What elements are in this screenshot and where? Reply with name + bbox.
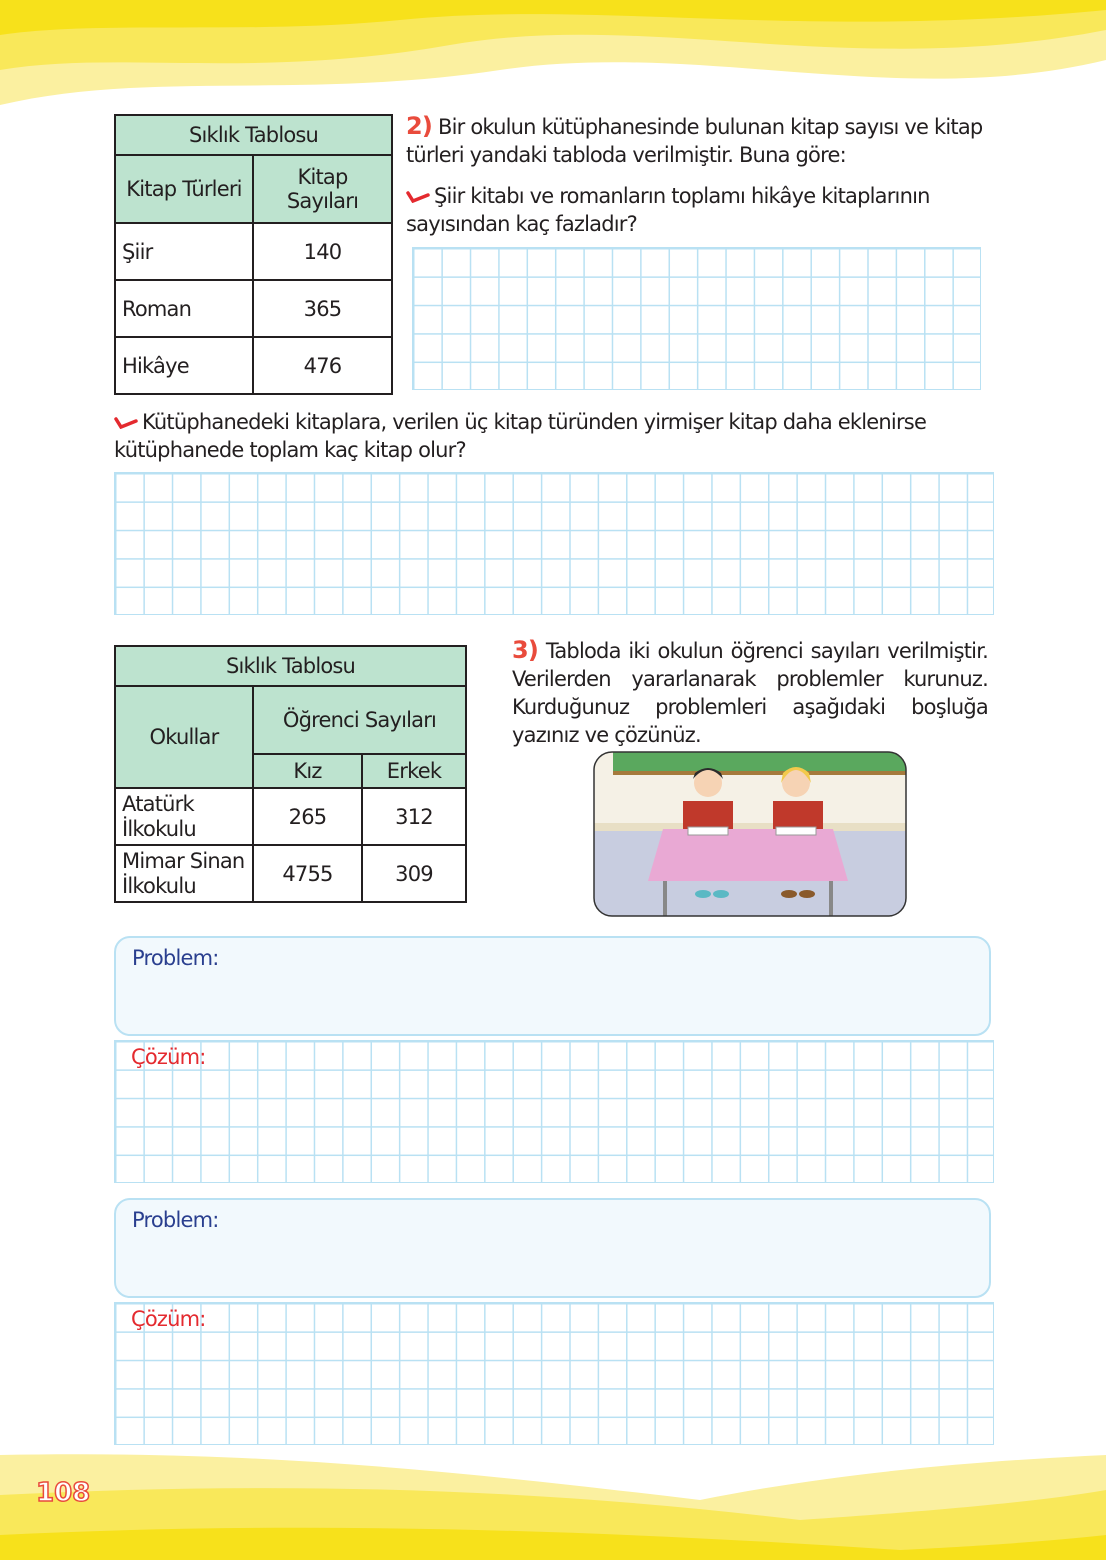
header-boy: Erkek <box>362 754 466 788</box>
cell-boy: 309 <box>362 845 466 902</box>
table-row <box>115 845 466 902</box>
header-book-counts: Kitap Sayıları <box>253 155 392 223</box>
classroom-illustration <box>593 751 907 917</box>
answer-grid-2b[interactable] <box>114 472 994 615</box>
checkmark-icon <box>406 189 430 203</box>
header-schools: Okullar <box>115 686 253 788</box>
cell-boy: 312 <box>362 788 466 845</box>
question-3-text <box>512 636 988 749</box>
answer-grid-2a[interactable] <box>412 247 981 390</box>
top-decorative-band <box>0 0 1106 110</box>
checkmark-icon <box>114 415 138 429</box>
problem-input-2[interactable] <box>114 1198 991 1298</box>
solution-label: Çözüm: <box>131 1045 206 1069</box>
cell-girl: 4755 <box>253 845 362 902</box>
question-2-prompt: Bir okulun kütüphanesinde bulunan kitap sayısı ve kitap türleri yandaki tabloda verilmiştir. Buna göre: <box>406 115 983 167</box>
header-book-types: Kitap Türleri <box>115 155 253 223</box>
table-row <box>115 788 466 845</box>
question-2a <box>406 182 994 238</box>
header-girl: Kız <box>253 754 362 788</box>
problem-label: Problem: <box>132 1208 219 1232</box>
solution-grid-1[interactable] <box>114 1040 994 1183</box>
cell-girl: 265 <box>253 788 362 845</box>
problem-input-1[interactable] <box>114 936 991 1036</box>
solution-grid-2[interactable] <box>114 1302 994 1445</box>
book-frequency-table <box>114 114 393 395</box>
page-number: 108 <box>36 1478 91 1508</box>
cell-type: Şiir <box>115 223 253 280</box>
table-row <box>115 337 392 394</box>
table-row <box>115 280 392 337</box>
question-number: 3) <box>512 636 539 664</box>
table-title: Sıklık Tablosu <box>115 646 466 686</box>
student-frequency-table <box>114 645 467 903</box>
cell-count: 365 <box>253 280 392 337</box>
cell-count: 476 <box>253 337 392 394</box>
question-3-prompt: Tabloda iki okulun öğrenci sayıları verilmiştir. Verilerden yararlanarak problemler kurunuz. Kurduğunuz problemleri aşağıdaki boşluğa yazınız ve çözünüz. <box>512 639 988 747</box>
table-title: Sıklık Tablosu <box>115 115 392 155</box>
header-student-counts: Öğrenci Sayıları <box>253 686 466 754</box>
cell-type: Roman <box>115 280 253 337</box>
cell-type: Hikâye <box>115 337 253 394</box>
question-2a-text: Şiir kitabı ve romanların toplamı hikâye kitaplarının sayısından kaç fazladır? <box>406 184 930 236</box>
question-number: 2) <box>406 112 433 140</box>
question-2b-text: Kütüphanedeki kitaplara, verilen üç kitap türünden yirmişer kitap daha eklenirse kütüphanede toplam kaç kitap olur? <box>114 410 927 462</box>
table-row <box>115 223 392 280</box>
bottom-decorative-band <box>0 1450 1106 1560</box>
question-2b <box>114 408 994 464</box>
cell-school: Mimar Sinan İlkokulu <box>115 845 253 902</box>
solution-label: Çözüm: <box>131 1307 206 1331</box>
question-2-text <box>406 112 994 169</box>
cell-school: Atatürk İlkokulu <box>115 788 253 845</box>
problem-label: Problem: <box>132 946 219 970</box>
cell-count: 140 <box>253 223 392 280</box>
